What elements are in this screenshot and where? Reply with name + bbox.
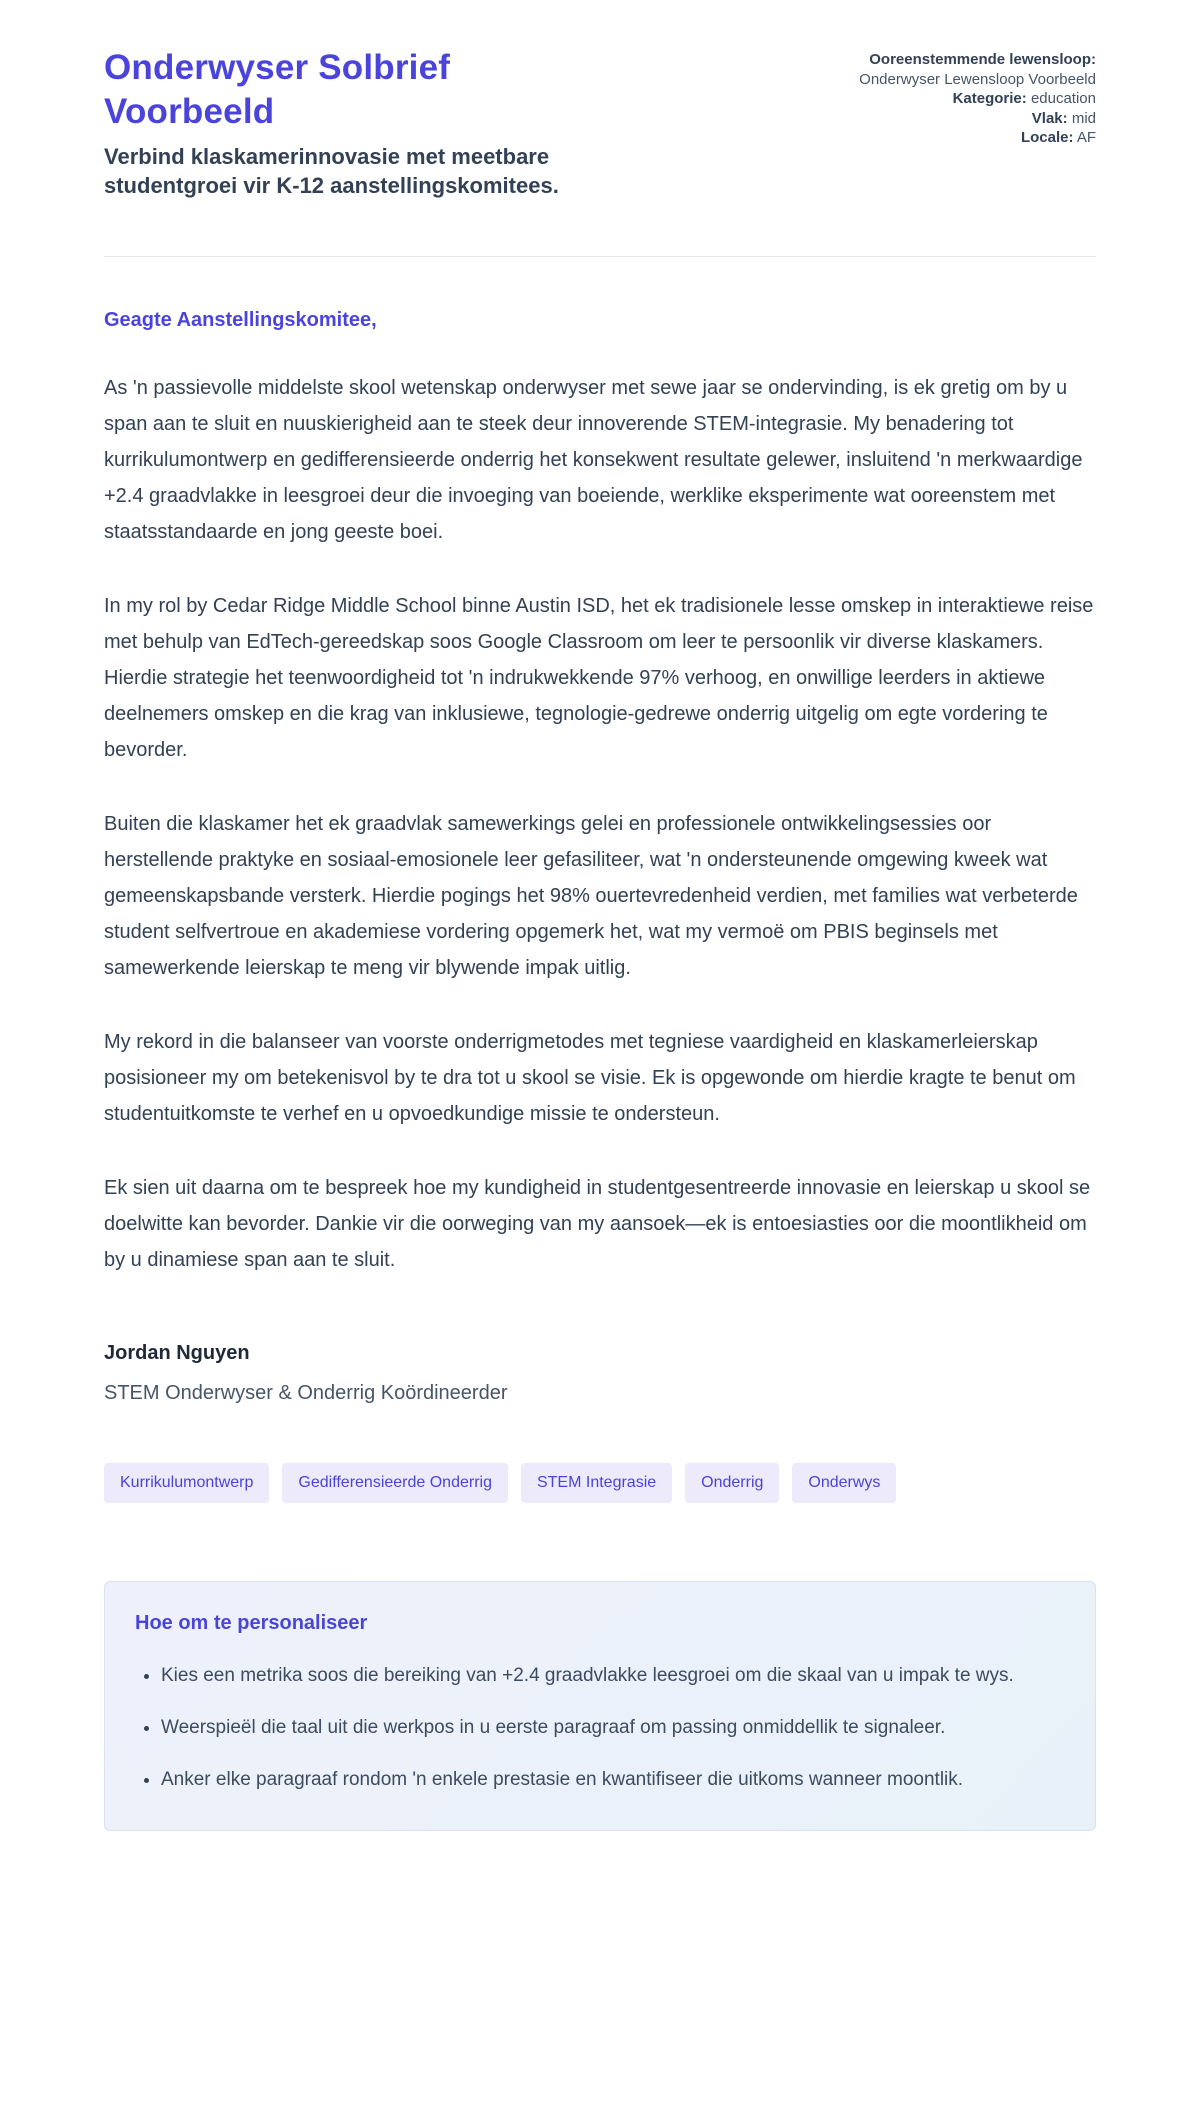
callout-bullet-list [135, 1659, 1065, 1796]
letter-paragraph: Buiten die klaskamer het ek graadvlak samewerkings gelei en professionele ontwikkelingsessies oor herstellende praktyke en sosiaal-emosionele leer gefasiliteer, wat 'n ondersteunende omgewing kweek wat gemeenskapsbande versterk. Hierdie pogings het 98% ouertevredenheid verdien, met families wat verbeterde student selfvertroue en akademiese vordering opgemerk het, wat my vermoë om PBIS beginsels met samewerkende leierskap te meng vir blywende impak uitlig. [104, 813, 1078, 979]
meta-category: Kategorie: education [952, 90, 1096, 107]
resume-meta [859, 46, 1096, 148]
cover-letter-page [104, 0, 1096, 1901]
meta-locale: Locale: AF [1020, 129, 1096, 146]
tag-chip[interactable]: STEM Integrasie [521, 1463, 672, 1503]
tag-chip[interactable]: Onderwys [792, 1463, 896, 1503]
page-subtitle: Verbind klaskamerinnovasie met meetbare studentgroei vir K-12 aanstellingskomitees. [104, 144, 559, 198]
meta-resume-value: Onderwyser Lewensloop Voorbeeld [859, 70, 1096, 88]
letter-paragraph: As 'n passievolle middelste skool wetenskap onderwyser met sewe jaar se ondervinding, is ek gretig om by u span aan te sluit en nuuskierigheid aan te steek deur innoverende STEM-integrasie. My benadering tot kurrikulumontwerp en gedifferensieerde onderrig het konsekwent resultate gelewer, insluitend 'n merkwaardige +2.4 graadvlakke in leesgroei deur die invoeging van boeiende, werklike eksperimente wat ooreenstem met staatsstandaarde en jong geeste boei. [104, 377, 1083, 543]
callout-title: Hoe om te personaliseer [135, 1612, 368, 1634]
letter-paragraph: My rekord in die balanseer van voorste onderrigmetodes met tegniese vaardigheid en klaskamerleierskap posisioneer my om betekenisvol by te dra tot u skool se visie. Ek is opgewonde om hierdie kragte te benut om studentuitkomste te verhef en u opvoedkundige missie te ondersteun. [104, 1031, 1076, 1125]
letter-signature [104, 1342, 1096, 1405]
tag-list [104, 1463, 1096, 1503]
tag-chip[interactable]: Gedifferensieerde Onderrig [282, 1463, 508, 1503]
page-header [104, 46, 1096, 200]
page-title: Onderwyser Solbrief Voorbeeld [104, 48, 451, 131]
callout-bullet: • Weerspieël die taal uit die werkpos in u eerste paragraaf om passing onmiddellik te signaleer. [161, 1711, 1065, 1744]
callout-bullet: • Anker elke paragraaf rondom 'n enkele prestasie en kwantifiseer die uitkoms wanneer moontlik. [161, 1763, 1065, 1796]
meta-resume-label: Ooreenstemmende lewensloop: [869, 51, 1096, 68]
callout-bullet: • Kies een metrika soos die bereiking van +2.4 graadvlakke leesgroei om die skaal van u impak te wys. [161, 1659, 1065, 1692]
letter-greeting: Geagte Aanstellingskomitee, [104, 309, 377, 331]
tag-chip[interactable]: Kurrikulumontwerp [104, 1463, 269, 1503]
header-divider [104, 256, 1096, 257]
letter-paragraph: Ek sien uit daarna om te bespreek hoe my kundigheid in studentgesentreerde innovasie en leierskap u skool se doelwitte kan bevorder. Dankie vir die oorweging van my aansoek—ek is entoesiasties oor die moontlikheid om by u dinamiese span aan te sluit. [104, 1177, 1091, 1271]
personalization-callout [104, 1581, 1096, 1831]
signature-title: STEM Onderwyser & Onderrig Koördineerder [104, 1382, 508, 1404]
tag-chip[interactable]: Onderrig [685, 1463, 779, 1503]
header-titles [104, 46, 634, 200]
meta-level: Vlak: mid [1031, 109, 1096, 127]
letter-paragraph: In my rol by Cedar Ridge Middle School binne Austin ISD, het ek tradisionele lesse omskep in interaktiewe reise met behulp van EdTech-gereedskap soos Google Classroom om leer te persoonlik vir diverse klaskamers. Hierdie strategie het teenwoordigheid tot 'n indrukwekkende 97% verhoog, en onwillige leerders in aktiewe deelnemers omskep en die krag van inklusiewe, tegnologie-gedrewe onderrig uitgelig om egte vordering te bevorder. [104, 595, 1094, 761]
signature-name: Jordan Nguyen [104, 1342, 250, 1364]
